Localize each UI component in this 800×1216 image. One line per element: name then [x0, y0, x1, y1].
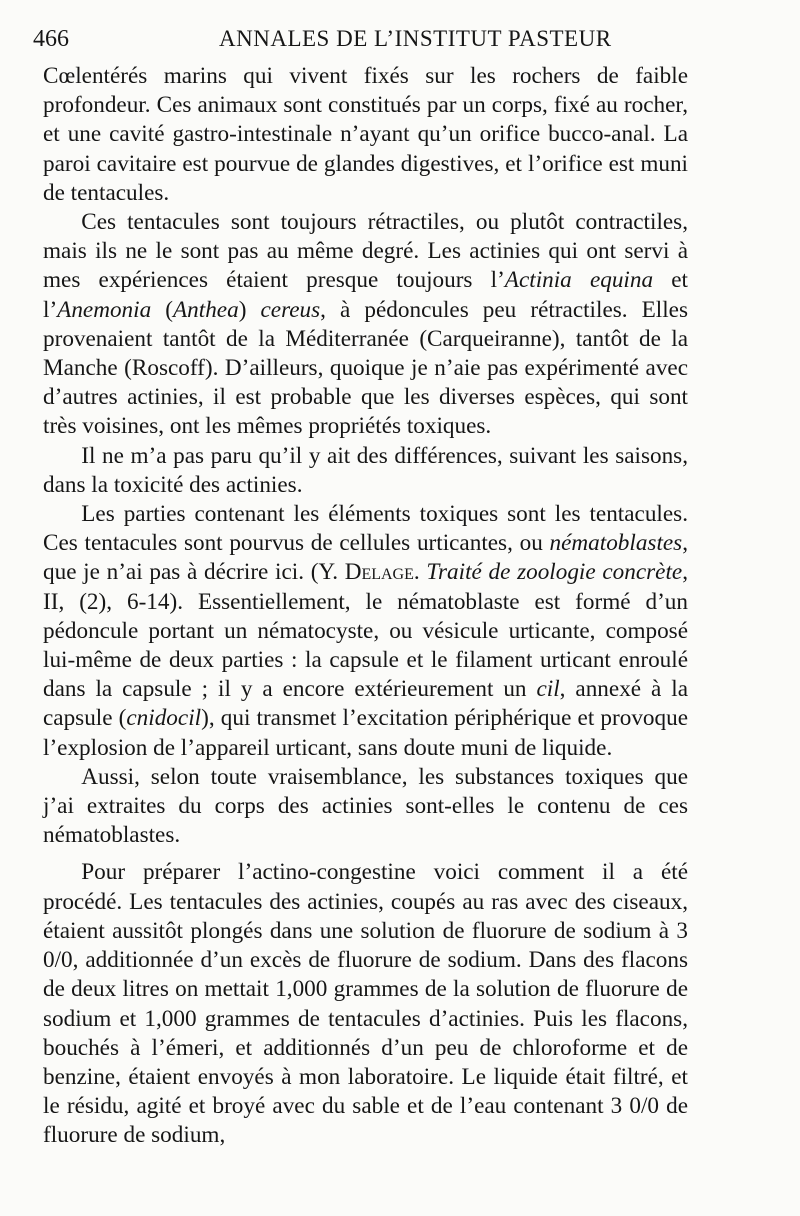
italic-term: nématoblastes [549, 530, 683, 557]
species-name: Anthea [173, 296, 239, 323]
italic-term: cnidocil [126, 705, 202, 732]
species-name: Actinia equina [504, 267, 654, 294]
text-run: ), qui transmet l’excitation périphérique et provoque l’explosion de l’appareil urticant, sans doute muni de liquide. [43, 705, 688, 761]
paragraph-preparation: Pour préparer l’actino-congestine voici comment il a été procédé. Les tentacules des actinies, coupés au ras avec des ciseaux, étaient aussitôt plongés dans une solution de fluorure de sodium à 3 0/0, additionnée d’un excès de fluorure de sodium. Dans des flacons de deux litres on mettait 1,000 grammes de la solution de fluorure de sodium et 1,000 grammes de tentacules d’actinies. Puis les flacons, bouchés à l’émeri, et additionnés d’un peu de chloroforme et de benzine, étaient envoyés à mon laboratoire. Le liquide était filtré, et le résidu, agité et broyé avec du sable et de l’eau contenant 3 0/0 de fluorure de sodium, [43, 859, 688, 1149]
italic-term: cil [536, 676, 560, 703]
page-header [33, 24, 770, 58]
text-run: ( [151, 296, 174, 323]
paragraph-saisons: Il ne m’a pas paru qu’il y ait des différences, suivant les saisons, dans la toxicité des actinies. [43, 442, 688, 498]
text-run: , annexé à la capsule ( [43, 676, 688, 732]
species-name: cereus [260, 296, 321, 323]
text-run: Les parties contenant les éléments toxiques sont les tentacules. Ces tentacules sont pourvus de cellules urticantes, ou [43, 501, 688, 557]
text-run: , que je n’ai pas à décrire ici. (Y. [43, 530, 688, 586]
text-run: ) [238, 296, 261, 323]
paragraph-tentacules-retractiles [43, 208, 688, 442]
text-run: et l’ [43, 267, 688, 323]
page-number: 466 [33, 26, 69, 52]
author-name: Delage [344, 559, 414, 586]
running-title: ANNALES DE L’INSTITUT PASTEUR [219, 26, 612, 51]
body-text [43, 62, 688, 1151]
paragraph-coelenteres: Cœlentérés marins qui vivent fixés sur les rochers de faible profondeur. Ces animaux sont constitués par un corps, fixé au rocher, et une cavité gastro-intestinale n’ayant qu’un orifice bucco-anal. La paroi cavitaire est pourvue de glandes digestives, et l’orifice est muni de tentacules. [43, 63, 688, 206]
text-run: , II, (2), 6-14). Essentiellement, le nématoblaste est formé d’un pédoncule portant un nématocyste, ou vésicule urticante, composé lui-même de deux parties : la capsule et le filament urticant enroulé dans la capsule ; il y a encore extérieurement un [43, 559, 688, 703]
citation-title: Traité de zoologie concrète [426, 559, 683, 586]
species-name: Anemonia [57, 296, 152, 323]
text-run: Ces tentacules sont toujours rétractiles, ou plutôt contractiles, mais ils ne le sont pas au même degré. Les actinies qui ont servi à mes expériences étaient presque toujours l’ [43, 209, 688, 294]
text-run: , à pédoncules peu rétractiles. Elles provenaient tantôt de la Méditerranée (Carqueiranne), tantôt de la Manche (Roscoff). D’ailleurs, quoique je n’aie pas expérimenté avec d’autres actinies, il est probable que les diverses espèces, qui sont très voisines, ont les mêmes propriétés toxiques. [43, 296, 688, 440]
text-run: . [413, 559, 427, 586]
paragraph-vraisemblance: Aussi, selon toute vraisemblance, les substances toxiques que j’ai extraites du corps des actinies sont-elles le contenu de ces nématoblastes. [43, 763, 688, 849]
paragraph-nematoblastes [43, 500, 688, 763]
